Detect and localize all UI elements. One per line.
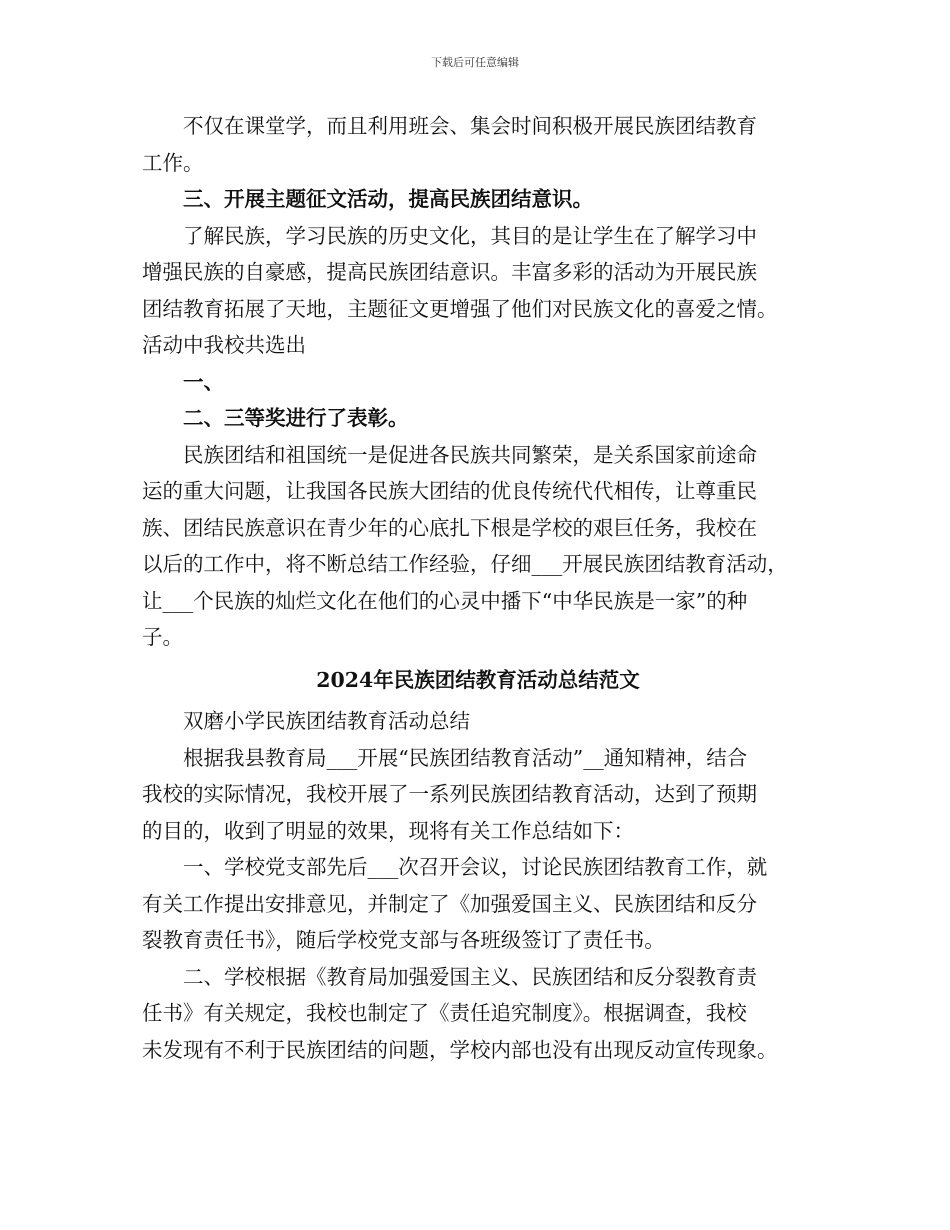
text-line: 活动中我校共选出 — [142, 333, 306, 357]
text-line: 未发现有不利于民族团结的问题，学校内部也没有出现反动宣传现象。 — [142, 1037, 778, 1062]
document-body — [142, 108, 814, 1068]
paragraph-unity — [142, 437, 814, 656]
text-line: 裂教育责任书》，随后学校党支部与各班级签订了责任书。 — [142, 928, 665, 952]
paragraph-understand-ethnic — [142, 218, 814, 364]
text-line: 子。 — [142, 625, 183, 649]
text-line: 的目的，收到了明显的效果，现将有关工作总结如下： — [142, 818, 634, 843]
text-line: 了解民族，学习民族的历史文化，其目的是让学生在了解学习中 — [183, 223, 757, 248]
text-line: 不仅在课堂学，而且利用班会、集会时间积极开展民族团结教育 — [183, 114, 757, 138]
paragraph-continuation — [142, 108, 814, 181]
text-line: 有关工作提出安排意见，并制定了《加强爱国主义、民族团结和反分 — [142, 891, 757, 916]
heading-two: 二、三等奖进行了表彰。 — [183, 406, 409, 430]
text-line: 任书》有关规定，我校也制定了《责任追究制度》。根据调查，我校 — [142, 1001, 747, 1025]
text-line: 二、学校根据《教育局加强爱国主义、民族团结和反分裂教育责 — [183, 964, 757, 989]
text-line: 以后的工作中，将不断总结工作经验，仔细___开展民族团结教育活动， — [142, 552, 788, 576]
page-header: 下载后可任意编辑 — [431, 56, 519, 69]
document-subtitle: 双磨小学民族团结教育活动总结 — [183, 709, 470, 733]
section-heading-three: 三、开展主题征文活动，提高民族团结意识。 — [183, 187, 593, 211]
text-line: 我校的实际情况，我校开展了一系列民族团结教育活动，达到了预期 — [142, 782, 757, 806]
text-line: 工作。 — [142, 150, 204, 175]
paragraph-intro — [142, 740, 814, 850]
text-line: 根据我县教育局___开展“民族团结教育活动”__通知精神，结合 — [183, 745, 748, 770]
text-line: 一、学校党支部先后___次召开会议，讨论民族团结教育工作，就 — [183, 855, 768, 879]
text-line: 团结教育拓展了天地，主题征文更增强了他们对民族文化的喜爱之情。 — [142, 296, 778, 321]
document-title: 2024年民族团结教育活动总结范文 — [316, 667, 640, 692]
text-line: 民族团结和祖国统一是促进各民族共同繁荣，是关系国家前途命 — [183, 442, 757, 467]
heading-one: 一、 — [183, 369, 224, 394]
text-line: 族、团结民族意识在青少年的心底扎下根是学校的艰巨任务，我校在 — [142, 515, 757, 540]
text-line: 增强民族的自豪感，提高民族团结意识。丰富多彩的活动为开展民族 — [142, 260, 757, 284]
text-line: 让___个民族的灿烂文化在他们的心灵中播下“中华民族是一家”的种 — [142, 588, 748, 613]
text-line: 运的重大问题，让我国各民族大团结的优良传统代代相传，让尊重民 — [142, 479, 757, 503]
paragraph-point-one — [142, 849, 814, 959]
paragraph-point-two — [142, 959, 814, 1069]
